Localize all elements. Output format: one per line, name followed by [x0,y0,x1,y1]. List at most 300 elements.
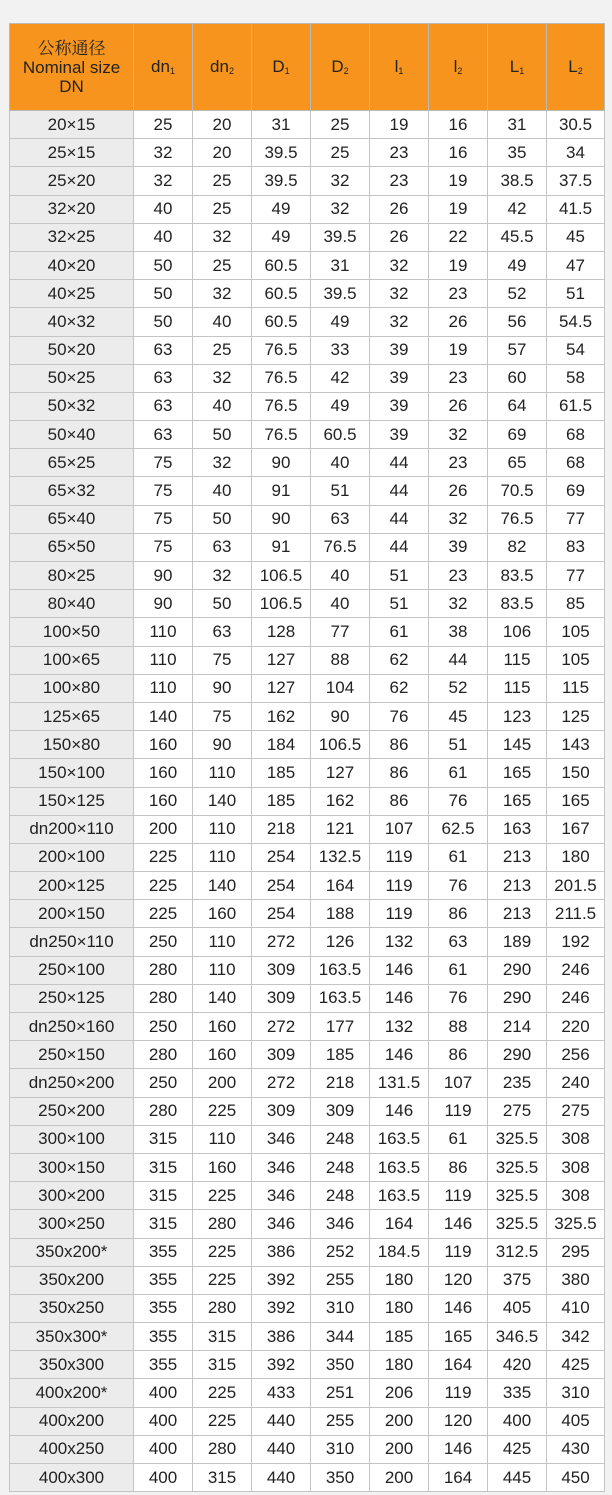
cell-big-l1: 325.5 [488,1182,547,1210]
header-dn2 [193,24,252,111]
cell-d1: 440 [252,1464,311,1492]
cell-nominal-size: 200×150 [10,900,134,928]
cell-l2: 32 [429,421,488,449]
cell-dn1: 355 [134,1294,193,1322]
cell-nominal-size: 40×25 [10,280,134,308]
table-row [10,280,605,308]
cell-d2: 177 [311,1013,370,1041]
cell-nominal-size: 350x200* [10,1238,134,1266]
cell-dn2: 315 [193,1464,252,1492]
cell-nominal-size: 250×100 [10,956,134,984]
cell-d1: 433 [252,1379,311,1407]
cell-dn2: 32 [193,562,252,590]
cell-l1: 39 [370,392,429,420]
cell-d2: 188 [311,900,370,928]
cell-l2: 119 [429,1182,488,1210]
cell-d1: 76.5 [252,336,311,364]
cell-big-l1: 275 [488,1097,547,1125]
cell-nominal-size: 200×100 [10,843,134,871]
cell-d1: 272 [252,928,311,956]
cell-big-l1: 52 [488,280,547,308]
header-d2-base: D [331,57,344,76]
cell-dn2: 225 [193,1266,252,1294]
cell-l2: 38 [429,618,488,646]
cell-l2: 61 [429,956,488,984]
cell-big-l1: 213 [488,900,547,928]
cell-l2: 76 [429,872,488,900]
table-row [10,1182,605,1210]
cell-nominal-size: dn200×110 [10,815,134,843]
cell-nominal-size: 50×32 [10,392,134,420]
cell-l1: 62 [370,674,429,702]
cell-d1: 91 [252,533,311,561]
cell-l2: 76 [429,787,488,815]
header-l2-base: l [453,57,458,76]
cell-big-l2: 430 [547,1435,605,1463]
cell-l2: 26 [429,392,488,420]
cell-big-l1: 325.5 [488,1125,547,1153]
table-row [10,1153,605,1181]
cell-dn1: 200 [134,815,193,843]
table-row [10,167,605,195]
table-row [10,1407,605,1435]
cell-dn2: 110 [193,956,252,984]
cell-dn1: 355 [134,1351,193,1379]
cell-dn2: 50 [193,505,252,533]
cell-d1: 90 [252,505,311,533]
cell-l1: 119 [370,872,429,900]
cell-nominal-size: 300×150 [10,1153,134,1181]
cell-big-l2: 308 [547,1182,605,1210]
cell-d1: 309 [252,956,311,984]
table-row [10,843,605,871]
cell-nominal-size: 65×50 [10,533,134,561]
cell-dn1: 63 [134,336,193,364]
cell-big-l2: 308 [547,1153,605,1181]
cell-dn1: 280 [134,1097,193,1125]
cell-big-l1: 325.5 [488,1153,547,1181]
cell-l2: 146 [429,1294,488,1322]
cell-dn2: 280 [193,1210,252,1238]
header-nominal-size-cn: 公称通径 [37,38,106,58]
cell-big-l2: 310 [547,1379,605,1407]
cell-l1: 132 [370,1013,429,1041]
table-row [10,787,605,815]
cell-l1: 39 [370,364,429,392]
cell-l2: 19 [429,336,488,364]
cell-d1: 185 [252,787,311,815]
cell-l1: 23 [370,139,429,167]
cell-d2: 104 [311,674,370,702]
cell-big-l2: 61.5 [547,392,605,420]
header-l1-sub: 1 [398,66,404,76]
cell-l2: 39 [429,533,488,561]
cell-l2: 52 [429,674,488,702]
cell-d2: 32 [311,167,370,195]
cell-d2: 25 [311,111,370,139]
cell-d2: 88 [311,646,370,674]
cell-d2: 32 [311,195,370,223]
cell-l1: 180 [370,1294,429,1322]
cell-dn1: 75 [134,505,193,533]
table-row [10,364,605,392]
cell-d1: 309 [252,984,311,1012]
cell-d2: 251 [311,1379,370,1407]
cell-l2: 19 [429,251,488,279]
cell-d2: 106.5 [311,731,370,759]
cell-d1: 440 [252,1407,311,1435]
cell-d2: 255 [311,1266,370,1294]
cell-big-l2: 180 [547,843,605,871]
header-big-l2-sub: 2 [577,66,583,76]
cell-d1: 254 [252,872,311,900]
cell-nominal-size: 65×40 [10,505,134,533]
cell-dn1: 160 [134,759,193,787]
cell-big-l2: 450 [547,1464,605,1492]
cell-d1: 127 [252,674,311,702]
cell-dn1: 355 [134,1238,193,1266]
cell-d2: 40 [311,562,370,590]
cell-big-l1: 335 [488,1379,547,1407]
cell-big-l1: 213 [488,843,547,871]
cell-d2: 121 [311,815,370,843]
cell-dn2: 50 [193,421,252,449]
cell-d2: 39.5 [311,280,370,308]
cell-dn2: 32 [193,449,252,477]
table-row [10,674,605,702]
dimension-table-container [9,23,605,1492]
cell-l1: 86 [370,731,429,759]
cell-big-l1: 445 [488,1464,547,1492]
header-l1 [370,24,429,111]
cell-big-l2: 77 [547,562,605,590]
table-header [10,24,605,111]
cell-nominal-size: 40×20 [10,251,134,279]
cell-d1: 346 [252,1125,311,1153]
cell-d2: 39.5 [311,223,370,251]
cell-big-l2: 275 [547,1097,605,1125]
cell-big-l1: 31 [488,111,547,139]
cell-dn2: 160 [193,1013,252,1041]
cell-l1: 39 [370,336,429,364]
cell-dn1: 63 [134,421,193,449]
cell-l2: 32 [429,590,488,618]
cell-big-l2: 115 [547,674,605,702]
cell-d1: 346 [252,1210,311,1238]
cell-dn1: 110 [134,674,193,702]
cell-l1: 146 [370,1097,429,1125]
cell-l2: 61 [429,1125,488,1153]
cell-d1: 254 [252,843,311,871]
header-big-l1-base: L [509,57,520,76]
cell-dn2: 110 [193,815,252,843]
cell-big-l1: 64 [488,392,547,420]
cell-dn2: 280 [193,1294,252,1322]
cell-big-l2: 105 [547,646,605,674]
cell-dn1: 140 [134,702,193,730]
cell-l1: 39 [370,421,429,449]
cell-d2: 49 [311,308,370,336]
cell-d1: 346 [252,1182,311,1210]
cell-dn2: 160 [193,900,252,928]
cell-l2: 26 [429,308,488,336]
cell-l1: 163.5 [370,1153,429,1181]
cell-d1: 162 [252,702,311,730]
cell-l2: 23 [429,562,488,590]
cell-d1: 49 [252,223,311,251]
cell-big-l1: 49 [488,251,547,279]
table-row [10,759,605,787]
cell-dn2: 110 [193,1125,252,1153]
cell-nominal-size: 32×25 [10,223,134,251]
table-row [10,111,605,139]
table-row [10,1238,605,1266]
cell-dn2: 90 [193,674,252,702]
table-row [10,1210,605,1238]
cell-d2: 185 [311,1041,370,1069]
cell-big-l2: 47 [547,251,605,279]
cell-big-l2: 410 [547,1294,605,1322]
header-d1-base: D [272,57,285,76]
table-row [10,984,605,1012]
cell-l2: 44 [429,646,488,674]
cell-big-l1: 420 [488,1351,547,1379]
cell-d2: 163.5 [311,956,370,984]
cell-big-l1: 115 [488,674,547,702]
table-row [10,308,605,336]
cell-l1: 146 [370,984,429,1012]
cell-dn2: 32 [193,223,252,251]
cell-dn2: 63 [193,533,252,561]
table-row [10,392,605,420]
cell-l1: 180 [370,1266,429,1294]
cell-d2: 164 [311,872,370,900]
cell-dn2: 75 [193,646,252,674]
cell-big-l2: 425 [547,1351,605,1379]
cell-dn2: 160 [193,1041,252,1069]
cell-l1: 61 [370,618,429,646]
cell-dn1: 90 [134,590,193,618]
cell-dn1: 315 [134,1210,193,1238]
cell-big-l1: 235 [488,1069,547,1097]
cell-d2: 63 [311,505,370,533]
cell-dn2: 140 [193,984,252,1012]
cell-l2: 16 [429,111,488,139]
cell-big-l2: 380 [547,1266,605,1294]
cell-dn1: 32 [134,139,193,167]
cell-d2: 25 [311,139,370,167]
cell-l1: 26 [370,223,429,251]
cell-l1: 19 [370,111,429,139]
cell-l1: 146 [370,956,429,984]
cell-d1: 90 [252,449,311,477]
cell-big-l1: 82 [488,533,547,561]
cell-nominal-size: 25×15 [10,139,134,167]
cell-d1: 346 [252,1153,311,1181]
cell-d1: 60.5 [252,280,311,308]
cell-dn2: 25 [193,336,252,364]
table-row [10,618,605,646]
cell-big-l1: 57 [488,336,547,364]
cell-d1: 31 [252,111,311,139]
cell-dn1: 40 [134,223,193,251]
cell-d1: 392 [252,1294,311,1322]
cell-big-l1: 165 [488,759,547,787]
cell-big-l2: 192 [547,928,605,956]
cell-d2: 76.5 [311,533,370,561]
cell-nominal-size: 150×80 [10,731,134,759]
cell-big-l2: 256 [547,1041,605,1069]
cell-nominal-size: 250×200 [10,1097,134,1125]
cell-big-l1: 123 [488,702,547,730]
cell-dn2: 225 [193,1407,252,1435]
cell-nominal-size: 300×100 [10,1125,134,1153]
cell-big-l1: 213 [488,872,547,900]
cell-nominal-size: 80×25 [10,562,134,590]
cell-d1: 184 [252,731,311,759]
cell-dn2: 225 [193,1379,252,1407]
cell-l2: 23 [429,449,488,477]
cell-dn2: 75 [193,702,252,730]
cell-big-l2: 68 [547,449,605,477]
cell-big-l1: 290 [488,984,547,1012]
table-row [10,1097,605,1125]
cell-d1: 127 [252,646,311,674]
cell-big-l2: 77 [547,505,605,533]
table-row [10,1464,605,1492]
cell-dn1: 50 [134,308,193,336]
header-l1-base: l [394,57,399,76]
cell-d1: 309 [252,1041,311,1069]
cell-l2: 146 [429,1210,488,1238]
cell-l1: 200 [370,1464,429,1492]
cell-l1: 107 [370,815,429,843]
cell-l2: 164 [429,1351,488,1379]
cell-big-l2: 167 [547,815,605,843]
cell-l2: 119 [429,1097,488,1125]
cell-l1: 23 [370,167,429,195]
cell-d2: 132.5 [311,843,370,871]
header-big-l2 [547,24,605,111]
cell-big-l1: 76.5 [488,505,547,533]
cell-big-l2: 150 [547,759,605,787]
table-row [10,1294,605,1322]
cell-d1: 386 [252,1323,311,1351]
cell-dn1: 160 [134,731,193,759]
cell-dn2: 32 [193,364,252,392]
cell-big-l2: 54 [547,336,605,364]
cell-d2: 33 [311,336,370,364]
header-big-l1-sub: 1 [519,66,525,76]
cell-big-l2: 68 [547,421,605,449]
cell-l2: 26 [429,477,488,505]
cell-nominal-size: 400x300 [10,1464,134,1492]
cell-nominal-size: 65×25 [10,449,134,477]
cell-dn1: 32 [134,167,193,195]
table-row [10,336,605,364]
cell-big-l1: 189 [488,928,547,956]
cell-d1: 106.5 [252,562,311,590]
cell-dn1: 160 [134,787,193,815]
cell-nominal-size: 125×65 [10,702,134,730]
cell-dn2: 20 [193,111,252,139]
cell-nominal-size: 65×32 [10,477,134,505]
header-d2 [311,24,370,111]
cell-d2: 218 [311,1069,370,1097]
cell-d2: 255 [311,1407,370,1435]
cell-dn1: 280 [134,956,193,984]
cell-d2: 49 [311,392,370,420]
cell-nominal-size: dn250×110 [10,928,134,956]
cell-big-l2: 240 [547,1069,605,1097]
table-row [10,1266,605,1294]
cell-dn1: 315 [134,1125,193,1153]
cell-dn2: 25 [193,167,252,195]
cell-dn1: 250 [134,928,193,956]
cell-dn2: 110 [193,759,252,787]
cell-d1: 76.5 [252,364,311,392]
cell-d1: 272 [252,1069,311,1097]
cell-d2: 248 [311,1182,370,1210]
cell-l2: 88 [429,1013,488,1041]
cell-big-l2: 69 [547,477,605,505]
header-l2 [429,24,488,111]
cell-dn2: 140 [193,872,252,900]
cell-big-l2: 246 [547,956,605,984]
header-nominal-size-abbr: DN [59,76,84,96]
cell-dn1: 225 [134,872,193,900]
cell-nominal-size: 250×150 [10,1041,134,1069]
cell-d2: 252 [311,1238,370,1266]
cell-l1: 163.5 [370,1182,429,1210]
cell-l2: 63 [429,928,488,956]
table-row [10,195,605,223]
cell-big-l1: 60 [488,364,547,392]
cell-big-l1: 42 [488,195,547,223]
cell-big-l2: 308 [547,1125,605,1153]
cell-nominal-size: 100×65 [10,646,134,674]
cell-l2: 119 [429,1379,488,1407]
cell-nominal-size: 20×15 [10,111,134,139]
cell-big-l1: 35 [488,139,547,167]
cell-l1: 119 [370,900,429,928]
cell-l1: 119 [370,843,429,871]
cell-d2: 51 [311,477,370,505]
cell-d2: 163.5 [311,984,370,1012]
cell-dn1: 250 [134,1013,193,1041]
table-row [10,900,605,928]
cell-nominal-size: 50×20 [10,336,134,364]
cell-d2: 350 [311,1351,370,1379]
table-row [10,562,605,590]
cell-d2: 40 [311,590,370,618]
cell-dn2: 25 [193,195,252,223]
cell-nominal-size: 40×32 [10,308,134,336]
cell-l1: 44 [370,505,429,533]
cell-d2: 42 [311,364,370,392]
cell-dn2: 40 [193,477,252,505]
cell-nominal-size: dn250×200 [10,1069,134,1097]
cell-nominal-size: 32×20 [10,195,134,223]
cell-dn2: 315 [193,1323,252,1351]
cell-d2: 310 [311,1294,370,1322]
cell-l1: 86 [370,787,429,815]
cell-l1: 200 [370,1407,429,1435]
cell-l1: 51 [370,562,429,590]
dimension-table [9,23,605,1492]
table-row [10,1323,605,1351]
cell-dn2: 140 [193,787,252,815]
